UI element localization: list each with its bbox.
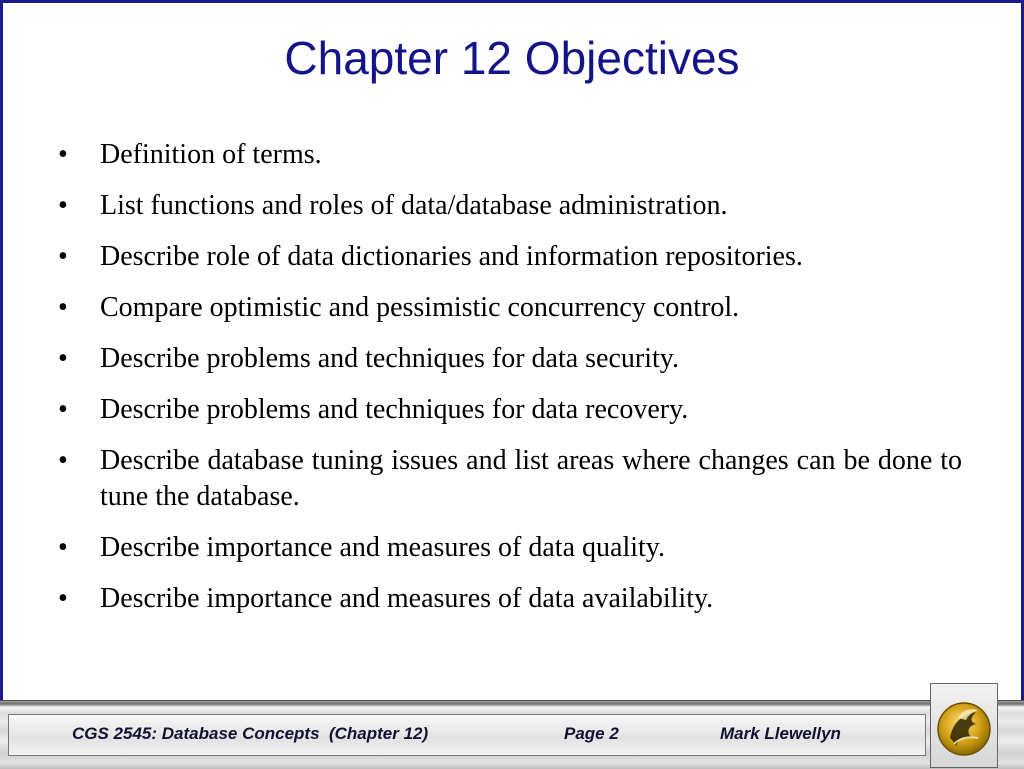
bullet-icon: • [58,343,68,374]
list-item [58,530,962,566]
list-item [58,581,962,617]
list-item-text: Compare optimistic and pessimistic concurrency control. [100,292,740,323]
bullet-icon: • [58,241,68,272]
list-item [58,341,962,377]
footer-page-number: Page 2 [564,724,619,743]
list-item-text: Describe role of data dictionaries and information repositories. [100,241,803,272]
bullet-icon: • [58,292,68,323]
bullet-icon: • [58,532,68,563]
logo-panel [930,683,998,768]
footer-author: Mark Llewellyn [720,724,841,743]
list-item-text: Describe database tuning issues and list areas where changes can be done to tune the database. [100,445,962,512]
list-item [58,443,962,515]
list-item-text: List functions and roles of data/database administration. [100,190,728,221]
list-item-text: Describe importance and measures of data availability. [100,583,714,614]
bullet-icon: • [58,394,68,425]
bullet-icon: • [58,583,68,614]
bullet-icon: • [58,139,68,170]
list-item [58,239,962,275]
list-item [58,137,962,173]
list-item [58,392,962,428]
list-item [58,290,962,326]
list-item-text: Describe problems and techniques for data recovery. [100,394,689,425]
bullet-icon: • [58,445,68,476]
list-item [58,188,962,224]
list-item-text: Definition of terms. [100,139,322,170]
objectives-list [58,137,962,632]
pegasus-logo-icon [936,698,992,760]
list-item-text: Describe problems and techniques for data security. [100,343,679,374]
list-item-text: Describe importance and measures of data quality. [100,532,665,563]
footer-course-label: CGS 2545: Database Concepts (Chapter 12) [72,724,429,743]
bullet-icon: • [58,190,68,221]
slide-title: Chapter 12 Objectives [284,32,740,84]
